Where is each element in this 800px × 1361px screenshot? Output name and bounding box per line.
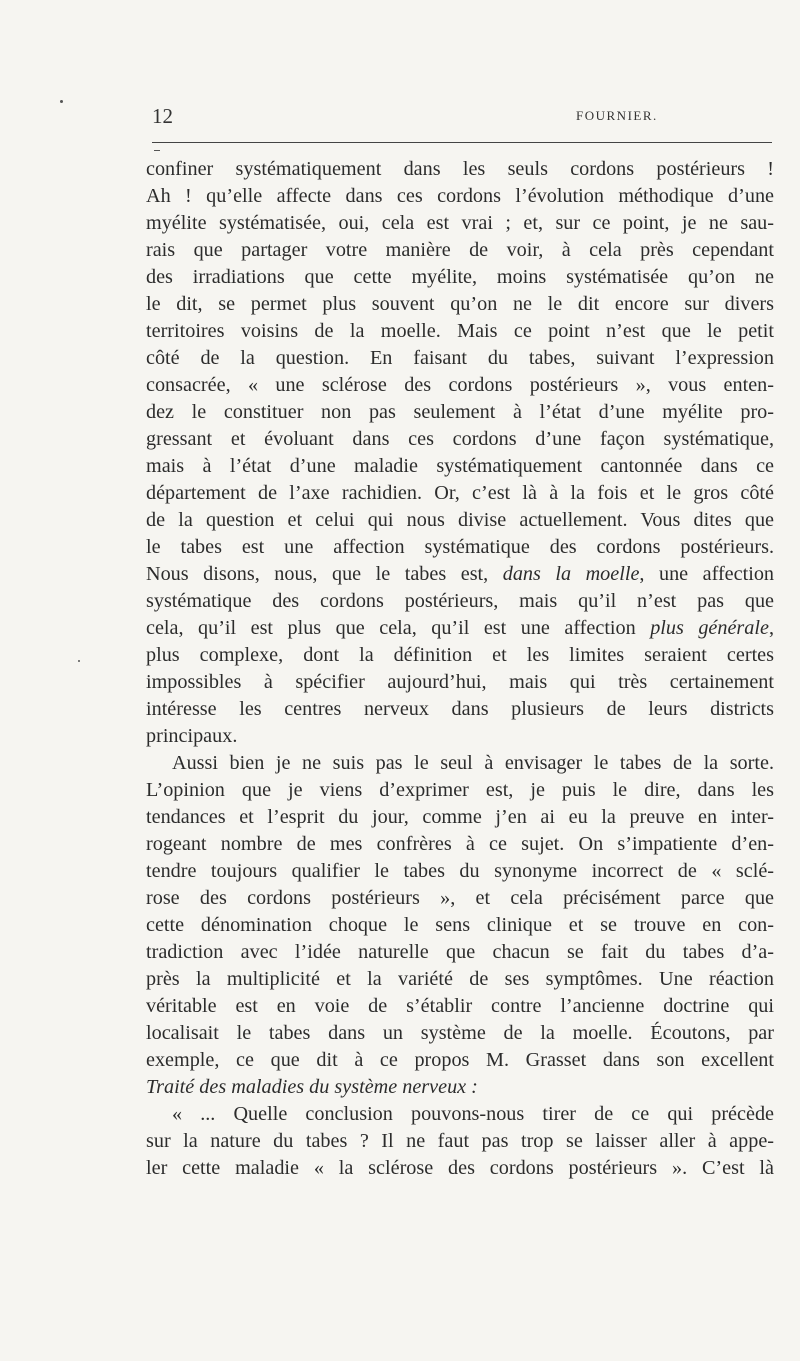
header-rule [152,142,772,143]
text-segment: tradiction avec l’idée naturelle que chacun se fait du tabes d’a- [146,941,774,963]
text-line [146,534,774,561]
text-segment: ler cette maladie « la sclérose des cordons postérieurs ». C’est là [146,1157,774,1179]
text-line [146,939,774,966]
text-line [146,237,774,264]
text-segment: impossibles à spécifier aujourd’hui, mais qui très certainement [146,671,774,693]
text-line [146,183,774,210]
text-line [146,696,774,723]
text-line [146,642,774,669]
text-segment: Traité des maladies du système nerveux : [146,1076,478,1098]
body-text [146,156,774,1182]
text-segment: le dit, se permet plus souvent qu’on ne le dit encore sur divers [146,293,774,315]
text-line [146,831,774,858]
text-line [146,291,774,318]
text-segment: véritable est en voie de s’établir contre l’ancienne doctrine qui [146,995,774,1017]
text-line [146,1155,774,1182]
text-segment: dez le constituer non pas seulement à l’état d’une myélite pro- [146,401,774,423]
text-line [146,426,774,453]
text-segment: mais à l’état d’une maladie systématiquement cantonnée dans ce [146,455,774,477]
text-line [146,669,774,696]
italic-emphasis: dans la moelle [502,563,640,585]
text-line [146,993,774,1020]
text-segment: cette dénomination choque le sens clinique et se trouve en con- [146,914,774,936]
text-segment: localisait le tabes dans un système de la moelle. Écoutons, par [146,1022,774,1044]
text-line [146,156,774,183]
paper-speck [78,660,80,662]
text-segment: systématique des cordons postérieurs, mais qu’il n’est pas que [146,590,774,612]
text-segment: , une affection [639,563,775,585]
text-line [146,1101,774,1128]
text-segment: intéresse les centres nerveux dans plusieurs de leurs districts [146,698,774,720]
text-line [146,318,774,345]
text-segment: « ... Quelle conclusion pouvons-nous tirer de ce qui précède [172,1103,774,1125]
text-line [146,507,774,534]
text-segment: L’opinion que je viens d’exprimer est, je puis le dire, dans les [146,779,774,801]
text-segment: plus complexe, dont la définition et les limites seraient certes [146,644,774,666]
text-line [146,885,774,912]
text-line [146,1074,774,1101]
text-segment: des irradiations que cette myélite, moins systématisée qu’on ne [146,266,774,288]
text-segment: , [768,617,774,639]
text-line [146,615,774,642]
text-line [146,480,774,507]
text-segment: Ah ! qu’elle affecte dans ces cordons l’évolution méthodique d’une [146,185,774,207]
text-line [146,750,774,777]
text-segment: tendre toujours qualifier le tabes du synonyme incorrect de « sclé- [146,860,774,882]
text-line [146,858,774,885]
text-segment: consacrée, « une sclérose des cordons postérieurs », vous enten- [146,374,774,396]
text-line [146,723,774,750]
text-line [146,1047,774,1074]
text-segment: gressant et évoluant dans ces cordons d’une façon systématique, [146,428,774,450]
text-segment: Aussi bien je ne suis pas le seul à envisager le tabes de la sorte. [172,752,774,774]
text-segment: territoires voisins de la moelle. Mais ce point n’est que le petit [146,320,774,342]
italic-emphasis: plus générale [650,617,769,639]
text-line [146,372,774,399]
text-segment: côté de la question. En faisant du tabes, suivant l’expression [146,347,774,369]
page-number: 12 [152,104,173,128]
page-header [152,104,772,134]
text-segment: principaux. [146,725,238,747]
text-segment: près la multiplicité et la variété de ses symptômes. Une réaction [146,968,774,990]
text-segment: rais que partager votre manière de voir, à cela près cependant [146,239,774,261]
text-line [146,264,774,291]
text-segment: rose des cordons postérieurs », et cela précisément parce que [146,887,774,909]
text-line [146,912,774,939]
text-segment: confiner systématiquement dans les seuls cordons postérieurs ! [146,158,774,180]
text-line [146,561,774,588]
text-segment: exemple, ce que dit à ce propos M. Grasset dans son excellent [146,1049,774,1071]
text-line [146,399,774,426]
text-line [146,588,774,615]
text-line [146,966,774,993]
text-line [146,804,774,831]
text-line [146,1128,774,1155]
text-segment: le tabes est une affection systématique des cordons postérieurs. [146,536,774,558]
text-segment: tendances et l’esprit du jour, comme j’en ai eu la preuve en inter- [146,806,774,828]
text-line [146,210,774,237]
text-segment: département de l’axe rachidien. Or, c’est là à la fois et le gros côté [146,482,774,504]
text-line [146,777,774,804]
text-line [146,1020,774,1047]
text-segment: Nous disons, nous, que le tabes est, [146,563,503,585]
text-segment: sur la nature du tabes ? Il ne faut pas trop se laisser aller à appe- [146,1130,774,1152]
text-segment: de la question et celui qui nous divise actuellement. Vous dites que [146,509,774,531]
text-segment: cela, qu’il est plus que cela, qu’il est une affection [146,617,651,639]
text-segment: myélite systématisée, oui, cela est vrai ; et, sur ce point, je ne sau- [146,212,774,234]
paper-speck [60,100,63,103]
paper-speck [154,150,160,151]
text-line [146,453,774,480]
text-segment: rogeant nombre de mes confrères à ce sujet. On s’impatiente d’en- [146,833,774,855]
text-line [146,345,774,372]
running-head: FOURNIER. [576,108,658,123]
